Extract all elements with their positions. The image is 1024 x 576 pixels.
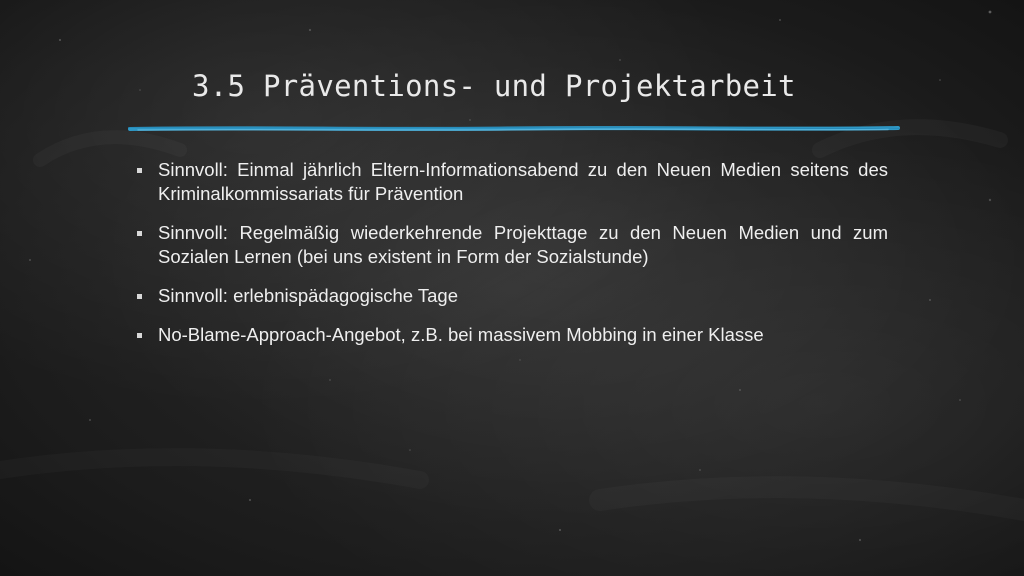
square-bullet-icon xyxy=(137,231,142,236)
list-item xyxy=(136,158,888,206)
bullet-list xyxy=(136,158,888,362)
bullet-text: Sinnvoll: erlebnispädagogische Tage xyxy=(158,285,458,306)
bullet-text: Sinnvoll: Einmal jährlich Eltern-Informationsabend zu den Neuen Medien seitens des Kriminalkommissariats für Prävention xyxy=(158,159,888,204)
list-item xyxy=(136,221,888,269)
slide-title: 3.5 Präventions- und Projektarbeit xyxy=(192,69,796,103)
bullet-text: No-Blame-Approach-Angebot, z.B. bei massivem Mobbing in einer Klasse xyxy=(158,324,764,345)
bullet-text: Sinnvoll: Regelmäßig wiederkehrende Projekttage zu den Neuen Medien und zum Sozialen Lernen (bei uns existent in Form der Sozialstunde) xyxy=(158,222,888,267)
title-underline xyxy=(128,124,900,134)
list-item xyxy=(136,323,888,347)
list-item xyxy=(136,284,888,308)
square-bullet-icon xyxy=(137,294,142,299)
square-bullet-icon xyxy=(137,168,142,173)
square-bullet-icon xyxy=(137,333,142,338)
